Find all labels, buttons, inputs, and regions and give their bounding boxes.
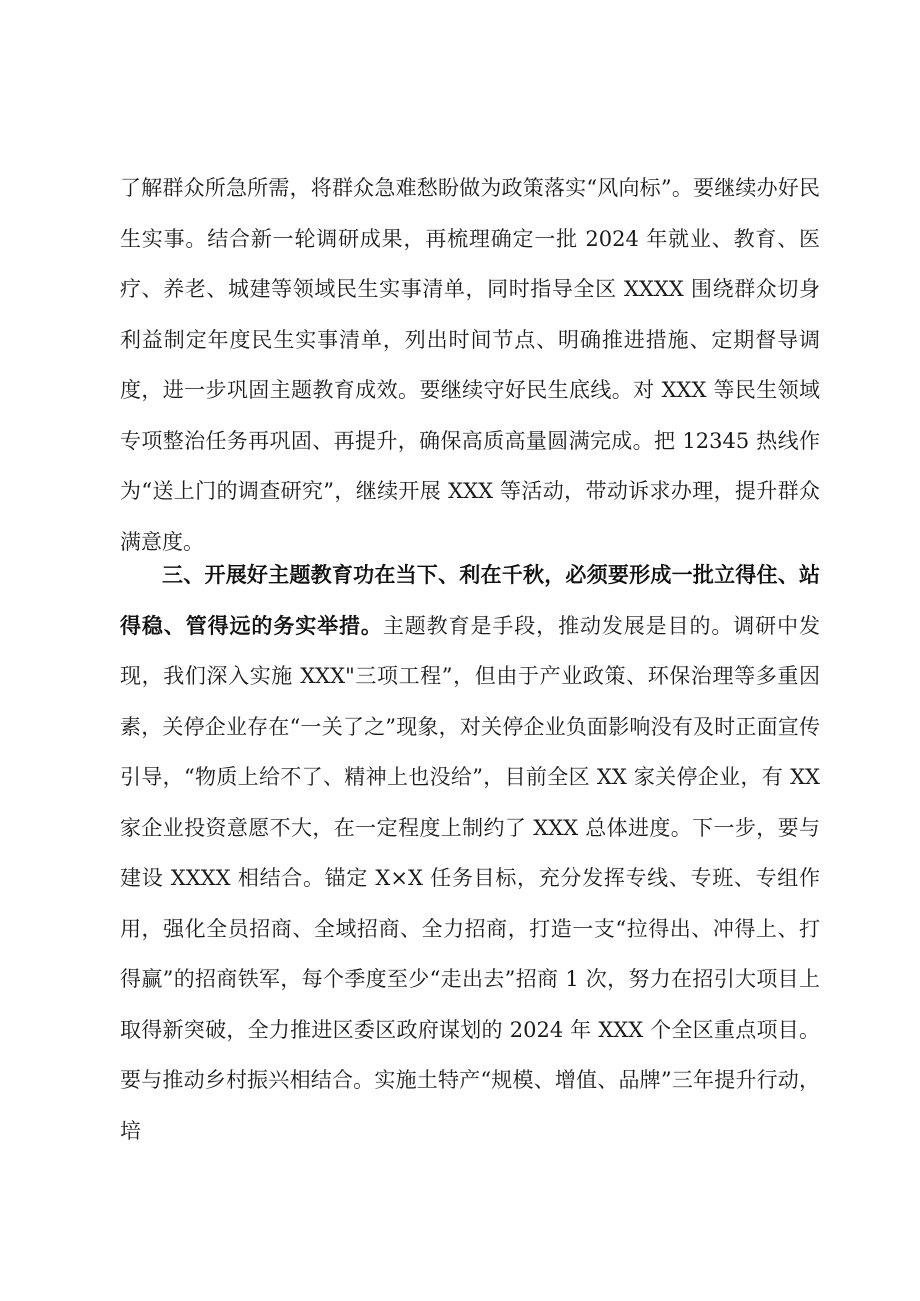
body-paragraph-2 bbox=[120, 550, 820, 1156]
body-paragraph-1: 了解群众所急所需，将群众急难愁盼做为政策落实“风向标”。要继续办好民生实事。结合新一轮调研成果，再梳理确定一批 2024 年就业、教育、医疗、养老、城建等领域民生实事清单，同时指导全区 XXXX 围绕群众切身利益制定年度民生实事清单，列出时间节点、明确推进措施、定期督导调度，进一步巩固主题教育成效。要继续守好民生底线。对 XXX 等民生领域专项整治任务再巩固、再提升，确保高质高量圆满完成。把 12345 热线作为“送上门的调查研究”，继续开展 XXX 等活动，带动诉求办理，提升群众满意度。 bbox=[120, 176, 820, 554]
section-heading: 三、开展好主题教育功在当下、利在千秋，必须要形成一批立得住、站得稳、管得远的务实举措。 bbox=[120, 563, 820, 638]
section-body-text: 主题教育是手段，推动发展是目的。调研中发现，我们深入实施 XXX"三项工程”，但由于产业政策、环保治理等多重因素，关停企业存在“一关了之”现象，对关停企业负面影响没有及时正面宣传引导，“物质上给不了、精神上也没给”，目前全区 XX 家关停企业，有 XX 家企业投资意愿不大，在一定程度上制约了 XXX 总体进度。下一步，要与建设 XXXX 相结合。锚定 X×X 任务目标，充分发挥专线、专班、专组作用，强化全员招商、全域招商、全力招商，打造一支“拉得出、冲得上、打得赢”的招商铁军，每个季度至少“走出去”招商 1 次，努力在招引大项目上取得新突破，全力推进区委区政府谋划的 2024 年 XXX 个全区重点项目。要与推动乡村振兴相结合。实施土特产“规模、增值、品牌”三年提升行动，培 bbox=[120, 613, 821, 1143]
